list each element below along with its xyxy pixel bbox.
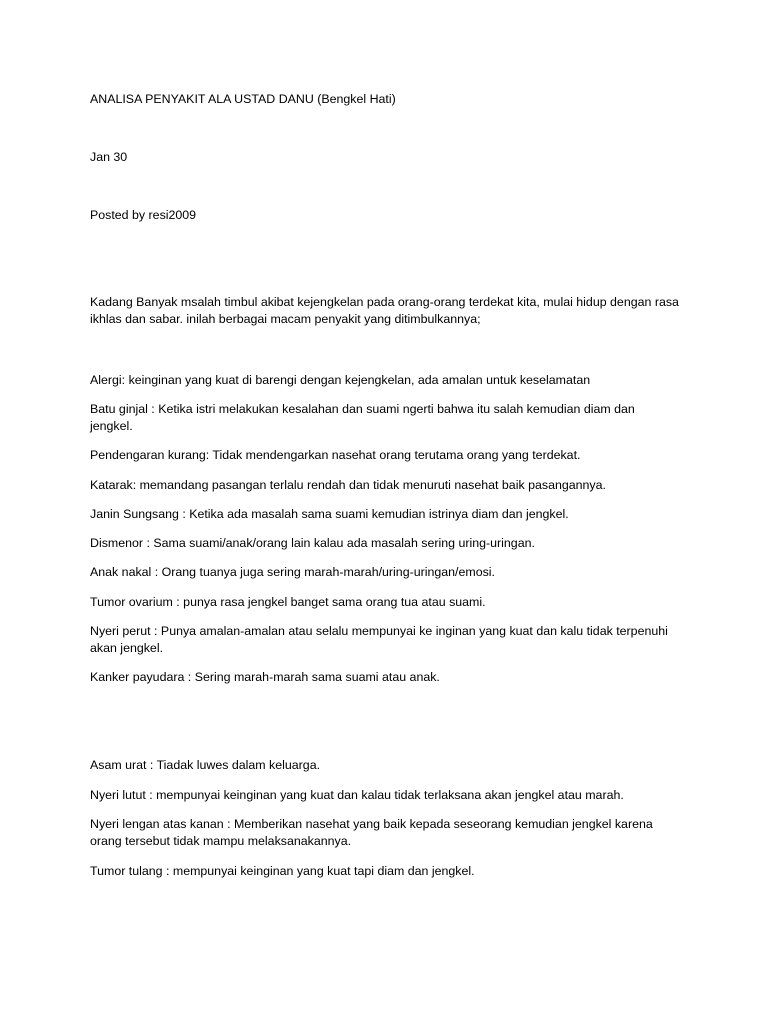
disease-item-nyeri-perut: Nyeri perut : Punya amalan-amalan atau selalu mempunyai ke inginan yang kuat dan kalu tidak terpenuhi akan jengkel.	[90, 624, 668, 655]
disease-item-dismenor: Dismenor : Sama suami/anak/orang lain kalau ada masalah sering uring-uringan.	[90, 536, 535, 550]
disease-item-janin-sungsang: Janin Sungsang : Ketika ada masalah sama suami kemudian istrinya diam dan jengkel.	[90, 507, 569, 521]
disease-item-tumor-ovarium: Tumor ovarium : punya rasa jengkel banget sama orang tua atau suami.	[90, 595, 486, 609]
document-title: ANALISA PENYAKIT ALA USTAD DANU (Bengkel Hati)	[90, 92, 396, 106]
disease-item-tumor-tulang: Tumor tulang : mempunyai keinginan yang kuat tapi diam dan jengkel.	[90, 864, 475, 878]
disease-item-anak-nakal: Anak nakal : Orang tuanya juga sering marah-marah/uring-uringan/emosi.	[90, 565, 495, 579]
disease-item-nyeri-lengan: Nyeri lengan atas kanan : Memberikan nasehat yang baik kepada seseorang kemudian jengkel karena orang tersebut tidak mampu melaksanakannya.	[90, 817, 653, 848]
intro-paragraph: Kadang Banyak msalah timbul akibat kejengkelan pada orang-orang terdekat kita, mulai hidup dengan rasa ikhlas dan sabar. inilah berbagai macam penyakit yang ditimbulkannya;	[90, 295, 679, 326]
disease-item-asam-urat: Asam urat : Tiadak luwes dalam keluarga.	[90, 758, 321, 772]
disease-item-pendengaran-kurang: Pendengaran kurang: Tidak mendengarkan nasehat orang terutama orang yang terdekat.	[90, 448, 581, 462]
disease-item-nyeri-lutut: Nyeri lutut : mempunyai keinginan yang kuat dan kalau tidak terlaksana akan jengkel atau marah.	[90, 788, 624, 802]
disease-item-kanker-payudara: Kanker payudara : Sering marah-marah sama suami atau anak.	[90, 670, 440, 684]
disease-item-batu-ginjal: Batu ginjal : Ketika istri melakukan kesalahan dan suami ngerti bahwa itu salah kemudian diam dan jengkel.	[90, 402, 635, 433]
disease-item-katarak: Katarak: memandang pasangan terlalu rendah dan tidak menuruti nasehat baik pasangannya.	[90, 478, 606, 492]
post-date: Jan 30	[90, 150, 128, 164]
post-author: Posted by resi2009	[90, 208, 197, 222]
disease-item-alergi: Alergi: keinginan yang kuat di barengi dengan kejengkelan, ada amalan untuk keselamatan	[90, 373, 591, 387]
